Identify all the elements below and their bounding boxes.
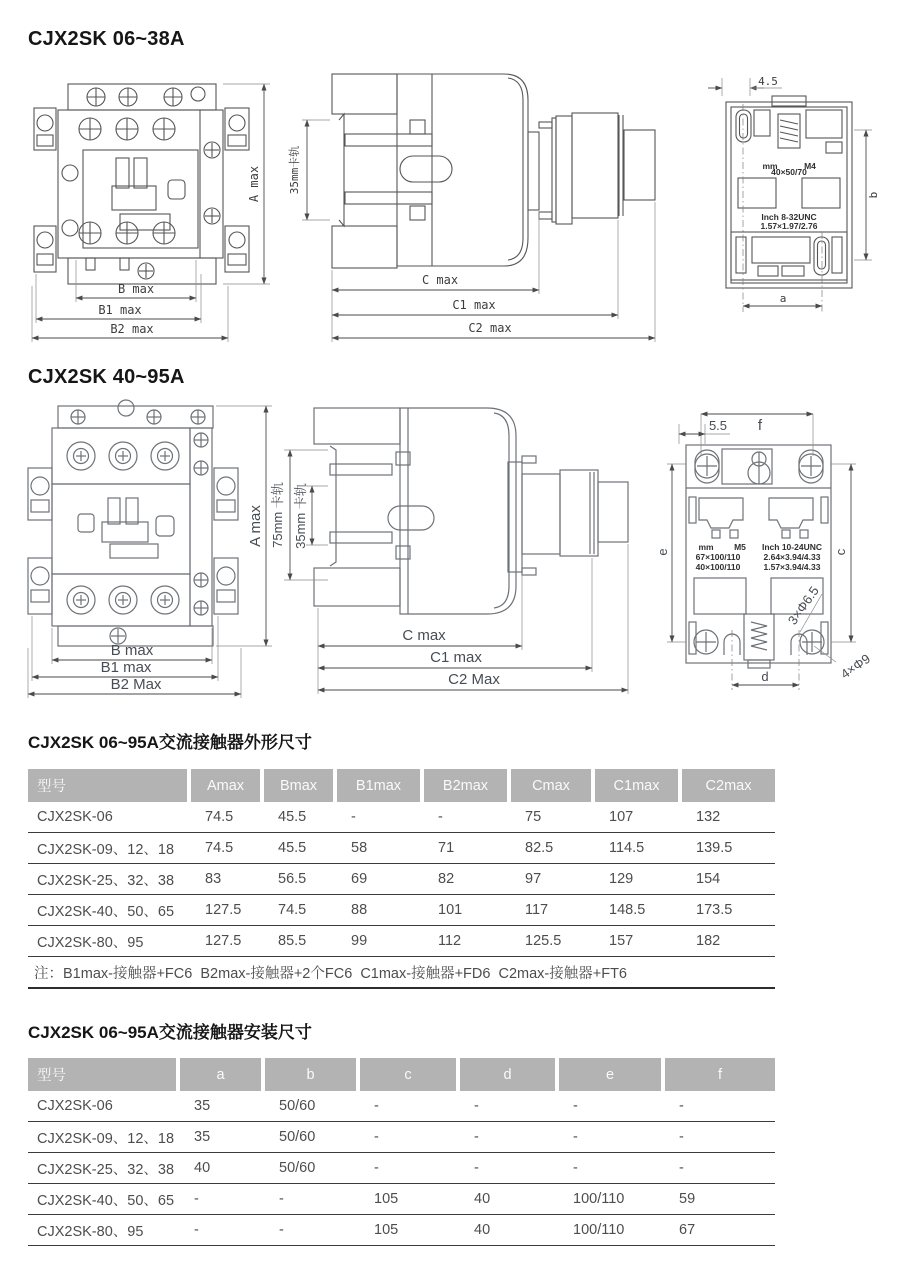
table-cell: 69	[337, 864, 424, 895]
table-cell: 88	[337, 895, 424, 926]
table-cell: CJX2SK-06	[28, 1091, 180, 1122]
thread-label-m5: M5	[734, 542, 746, 552]
table-cell: 59	[665, 1184, 775, 1215]
drawing-side-view-40-95	[272, 400, 664, 695]
dim-label-b1-max: B1 max	[100, 659, 152, 676]
table-cell: 50/60	[265, 1153, 360, 1184]
dim-label-f: f	[757, 417, 763, 434]
thread-label-mm-value: 40×50/70	[771, 167, 807, 177]
table-cell: 157	[595, 926, 682, 957]
table-row	[28, 1091, 775, 1122]
table2-body	[28, 1091, 775, 1246]
mounting-table	[28, 1058, 775, 1246]
dim-label-b-max: B max	[117, 282, 155, 296]
table-row	[28, 833, 775, 864]
dim-label-c2-max: C2 Max	[448, 671, 500, 688]
table-cell: -	[665, 1122, 775, 1153]
table-cell: CJX2SK-40、50、65	[28, 895, 191, 926]
table-cell: 74.5	[264, 895, 337, 926]
table-cell: -	[424, 802, 511, 833]
table-cell: 105	[360, 1184, 460, 1215]
thread-label-inch-value: 1.57×1.97/2.76	[760, 221, 818, 231]
table-cell: CJX2SK-80、95	[28, 1215, 180, 1246]
table-cell: 50/60	[265, 1122, 360, 1153]
table-cell: 40	[460, 1184, 559, 1215]
table-cell: 154	[682, 864, 775, 895]
table-cell: 97	[511, 864, 595, 895]
table-cell: 83	[191, 864, 264, 895]
table-cell: 85.5	[264, 926, 337, 957]
col-header-c: c	[360, 1058, 460, 1091]
table-cell: -	[460, 1091, 559, 1122]
table-cell: 139.5	[682, 833, 775, 864]
table-cell: 74.5	[191, 833, 264, 864]
col-header-model: 型号	[28, 1058, 180, 1091]
table-cell: 58	[337, 833, 424, 864]
table-cell: -	[559, 1091, 665, 1122]
table-cell: 100/110	[559, 1215, 665, 1246]
thread-label-inch: Inch 8-32UNC	[761, 212, 817, 222]
table-cell: -	[265, 1184, 360, 1215]
col-header-e: e	[559, 1058, 665, 1091]
table-cell: 127.5	[191, 926, 264, 957]
table1-body	[28, 802, 775, 957]
drawing-back-view-06-38	[698, 74, 886, 332]
drawing-side-view-06-38	[282, 70, 662, 348]
drawing-back-view-40-95	[655, 402, 894, 697]
table-cell: 50/60	[265, 1091, 360, 1122]
table-cell: 114.5	[595, 833, 682, 864]
table-cell: -	[337, 802, 424, 833]
table-row	[28, 864, 775, 895]
section2-title: CJX2SK 40~95A	[28, 366, 185, 388]
table-cell: -	[360, 1153, 460, 1184]
table-cell: 35	[180, 1122, 265, 1153]
table-header-row	[28, 1058, 775, 1091]
table-cell: 105	[360, 1215, 460, 1246]
table-row	[28, 926, 775, 957]
table-cell: 56.5	[264, 864, 337, 895]
col-header-b2max: B2max	[424, 769, 511, 802]
dim-label-c2-max: C2 max	[468, 321, 512, 335]
thread-label-inch: Inch 10-24UNC	[762, 542, 822, 552]
table-cell: 74.5	[191, 802, 264, 833]
table-cell: 45.5	[264, 833, 337, 864]
col-header-model: 型号	[28, 769, 191, 802]
col-header-c1max: C1max	[595, 769, 682, 802]
table-cell: -	[265, 1215, 360, 1246]
dim-label-a-max: A max	[247, 505, 264, 547]
table-cell: 101	[424, 895, 511, 926]
table-row	[28, 1122, 775, 1153]
thread-label-inch-row2: 2.64×3.94/4.33	[763, 552, 821, 562]
table-row	[28, 895, 775, 926]
dim-label-c1-max: C1 max	[452, 298, 496, 312]
table-cell: 35	[180, 1091, 265, 1122]
dim-label-4-5: 4.5	[758, 75, 778, 88]
col-header-amax: Amax	[191, 769, 264, 802]
table-cell: 82.5	[511, 833, 595, 864]
dim-label-c-max: C max	[421, 273, 459, 287]
section1-title: CJX2SK 06~38A	[28, 28, 185, 50]
hole-label-4xd9: 4×Φ9	[837, 650, 874, 682]
thread-label-mm-row2: 67×100/110	[695, 552, 741, 562]
dim-label-b2-max: B2 Max	[110, 676, 162, 693]
dim-label-75mm-rail: 75mm 卡轨	[270, 482, 285, 548]
dim-label-c: c	[833, 548, 848, 556]
table-note: 注：B1max-接触器+FC6 B2max-接触器+2个FC6 C1max-接触器+FD6 C2max-接触器+FT6	[28, 957, 775, 989]
dim-label-b2-max: B2 max	[110, 322, 154, 336]
table-cell: 67	[665, 1215, 775, 1246]
table-cell: CJX2SK-25、32、38	[28, 864, 191, 895]
thread-label-mm: mm	[762, 161, 778, 171]
dim-label-c1-max: C1 max	[430, 649, 482, 666]
table-cell: CJX2SK-06	[28, 802, 191, 833]
col-header-a: a	[180, 1058, 265, 1091]
table-cell: -	[460, 1153, 559, 1184]
table-cell: 112	[424, 926, 511, 957]
table-cell: 75	[511, 802, 595, 833]
col-header-c2max: C2max	[682, 769, 775, 802]
table-cell: -	[360, 1091, 460, 1122]
dim-label-c-max: C max	[402, 627, 446, 644]
table-cell: 107	[595, 802, 682, 833]
table-cell: CJX2SK-09、12、18	[28, 1122, 180, 1153]
table-note-row	[28, 957, 775, 989]
table-row	[28, 802, 775, 833]
thread-label-inch-row3: 1.57×3.94/4.33	[763, 562, 821, 572]
dim-label-b1-max: B1 max	[98, 303, 142, 317]
table-cell: -	[360, 1122, 460, 1153]
thread-label-m4: M4	[804, 161, 816, 171]
table1-wrap	[28, 769, 775, 989]
dimensions-table	[28, 769, 775, 989]
dim-label-d: d	[761, 669, 769, 684]
dim-label-b-max: B max	[110, 642, 154, 659]
table-row	[28, 1184, 775, 1215]
table-cell: 132	[682, 802, 775, 833]
table-cell: 129	[595, 864, 682, 895]
col-header-d: d	[460, 1058, 559, 1091]
dim-label-a: a	[779, 292, 787, 305]
col-header-cmax: Cmax	[511, 769, 595, 802]
col-header-f: f	[665, 1058, 775, 1091]
table-cell: 40	[460, 1215, 559, 1246]
table-cell: 125.5	[511, 926, 595, 957]
dim-label-e: e	[655, 548, 670, 556]
table-cell: -	[180, 1215, 265, 1246]
table-cell: 148.5	[595, 895, 682, 926]
table-cell: -	[665, 1091, 775, 1122]
table-cell: CJX2SK-25、32、38	[28, 1153, 180, 1184]
table-row	[28, 1153, 775, 1184]
col-header-b1max: B1max	[337, 769, 424, 802]
table-cell: 173.5	[682, 895, 775, 926]
table-cell: -	[460, 1122, 559, 1153]
table-cell: -	[559, 1153, 665, 1184]
dim-label-a-max: A max	[247, 165, 261, 203]
dim-label-5-5: 5.5	[708, 418, 728, 433]
table-cell: CJX2SK-40、50、65	[28, 1184, 180, 1215]
drawing-front-view-06-38	[28, 78, 278, 343]
col-header-bmax: Bmax	[264, 769, 337, 802]
col-header-b: b	[265, 1058, 360, 1091]
dim-label-35mm-rail: 35mm卡轨	[288, 145, 301, 195]
table-cell: 99	[337, 926, 424, 957]
table-row	[28, 1215, 775, 1246]
thread-label-mm-row3: 40×100/110	[695, 562, 741, 572]
table-cell: 45.5	[264, 802, 337, 833]
table-cell: -	[180, 1184, 265, 1215]
table-cell: -	[559, 1122, 665, 1153]
table-cell: CJX2SK-80、95	[28, 926, 191, 957]
table-cell: 182	[682, 926, 775, 957]
hole-label-3xd6-5: 3×Φ6.5	[784, 583, 822, 628]
table-cell: CJX2SK-09、12、18	[28, 833, 191, 864]
drawing-front-view-40-95	[26, 398, 281, 698]
table1-title: CJX2SK 06~95A交流接触器外形尺寸	[28, 733, 312, 752]
table-cell: 117	[511, 895, 595, 926]
table-cell: 82	[424, 864, 511, 895]
thread-label-mm: mm	[698, 542, 714, 552]
table-header-row	[28, 769, 775, 802]
table-cell: 127.5	[191, 895, 264, 926]
table2-wrap	[28, 1058, 775, 1246]
table2-title: CJX2SK 06~95A交流接触器安装尺寸	[28, 1023, 312, 1042]
table-cell: 40	[180, 1153, 265, 1184]
table-cell: -	[665, 1153, 775, 1184]
table-cell: 100/110	[559, 1184, 665, 1215]
table-cell: 71	[424, 833, 511, 864]
dim-label-b: b	[867, 191, 880, 199]
dim-label-35mm-rail: 35mm 卡轨	[293, 483, 308, 549]
